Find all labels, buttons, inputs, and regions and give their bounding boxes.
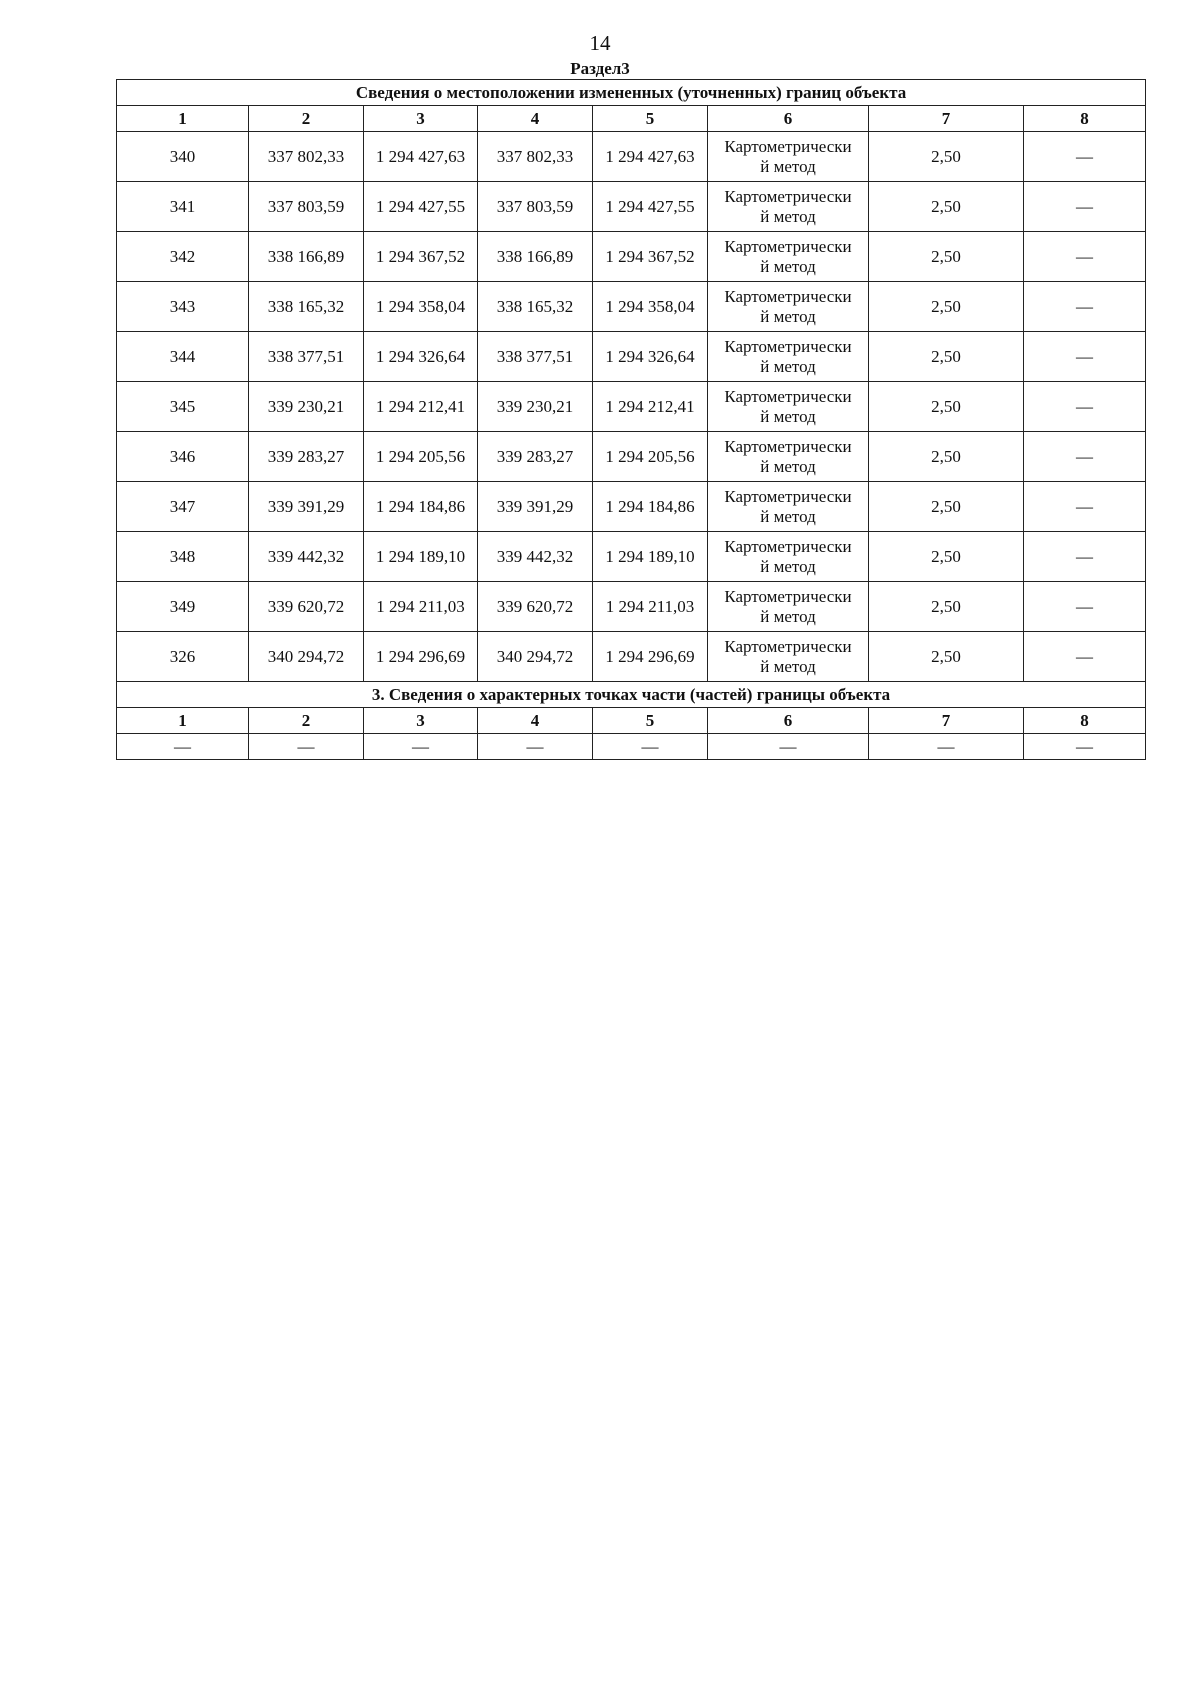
method-text-line1: Картометрически [724,536,852,556]
table2-caption: 3. Сведения о характерных точках части (частей) границы объекта [117,682,1146,708]
method-cell [708,382,869,432]
method-text-line2: й метод [760,506,816,526]
table-cell-c7: 2,50 [869,582,1024,632]
method-text-line2: й метод [760,656,816,676]
table1-caption-row [117,80,1146,106]
column-header: 5 [593,106,708,132]
table-cell-c7: 2,50 [869,482,1024,532]
method-text-line2: й метод [760,456,816,476]
table-cell-c2: 337 803,59 [249,182,364,232]
table-cell-c5: 1 294 427,63 [593,132,708,182]
table-cell-c5: 1 294 326,64 [593,332,708,382]
method-text-line1: Картометрически [724,436,852,456]
table-cell-c5: 1 294 212,41 [593,382,708,432]
table-cell-c3: 1 294 427,55 [364,182,478,232]
table2-caption-row [117,682,1146,708]
column-header: 6 [708,106,869,132]
column-header: 1 [117,106,249,132]
method-cell [708,332,869,382]
table-cell-c2: 337 802,33 [249,132,364,182]
table-cell-c8: — [1024,332,1146,382]
table-cell-c4: 339 442,32 [478,532,593,582]
table-cell-c5: 1 294 189,10 [593,532,708,582]
method-text-line1: Картометрически [724,336,852,356]
table-row [117,582,1146,632]
method-text-line2: й метод [760,256,816,276]
column-header: 4 [478,106,593,132]
method-text-line1: Картометрически [724,486,852,506]
column-header: 1 [117,708,249,734]
table-cell-c2: 339 283,27 [249,432,364,482]
table-cell-c8: — [1024,132,1146,182]
method-cell [708,532,869,582]
table-body [117,80,1146,760]
table-cell-c5: 1 294 296,69 [593,632,708,682]
table-cell-c3: 1 294 358,04 [364,282,478,332]
table-cell-c2: 340 294,72 [249,632,364,682]
method-text-line1: Картометрически [724,136,852,156]
table-cell-c1: 348 [117,532,249,582]
table-cell-c1: 340 [117,132,249,182]
method-text-line2: й метод [760,606,816,626]
empty-cell: — [117,734,249,760]
table-cell-c5: 1 294 367,52 [593,232,708,282]
column-header: 7 [869,106,1024,132]
table2-empty-row [117,734,1146,760]
method-text-line2: й метод [760,156,816,176]
table-cell-c8: — [1024,482,1146,532]
table-cell-c1: 347 [117,482,249,532]
method-text-line1: Картометрически [724,186,852,206]
table-cell-c3: 1 294 296,69 [364,632,478,682]
table-cell-c7: 2,50 [869,282,1024,332]
table-cell-c2: 338 165,32 [249,282,364,332]
table-cell-c3: 1 294 367,52 [364,232,478,282]
method-text-line1: Картометрически [724,636,852,656]
method-cell [708,182,869,232]
table1-caption: Сведения о местоположении измененных (уточненных) границ объекта [117,80,1146,106]
method-text-line2: й метод [760,206,816,226]
column-header: 6 [708,708,869,734]
table-cell-c4: 338 166,89 [478,232,593,282]
method-text-line1: Картометрически [724,586,852,606]
table-cell-c5: 1 294 427,55 [593,182,708,232]
table-cell-c2: 338 377,51 [249,332,364,382]
table-row [117,482,1146,532]
empty-cell: — [1024,734,1146,760]
table-cell-c8: — [1024,182,1146,232]
table-row [117,382,1146,432]
table-cell-c8: — [1024,232,1146,282]
table-cell-c1: 343 [117,282,249,332]
empty-cell: — [364,734,478,760]
table-cell-c3: 1 294 212,41 [364,382,478,432]
method-text-line1: Картометрически [724,386,852,406]
table-cell-c2: 338 166,89 [249,232,364,282]
table-cell-c8: — [1024,432,1146,482]
method-cell [708,282,869,332]
table-cell-c1: 345 [117,382,249,432]
table-row [117,282,1146,332]
empty-cell: — [593,734,708,760]
method-text-line1: Картометрически [724,236,852,256]
table-cell-c8: — [1024,382,1146,432]
table2-header-row [117,708,1146,734]
table-cell-c7: 2,50 [869,532,1024,582]
method-text-line1: Картометрически [724,286,852,306]
table-cell-c2: 339 391,29 [249,482,364,532]
column-header: 8 [1024,708,1146,734]
table-cell-c5: 1 294 184,86 [593,482,708,532]
table-row [117,532,1146,582]
table-cell-c8: — [1024,632,1146,682]
method-text-line2: й метод [760,356,816,376]
section-label: Раздел3 [570,59,630,78]
empty-cell: — [478,734,593,760]
table-cell-c1: 349 [117,582,249,632]
column-header: 7 [869,708,1024,734]
method-text-line2: й метод [760,556,816,576]
column-header: 3 [364,106,478,132]
table-cell-c3: 1 294 326,64 [364,332,478,382]
table-cell-c1: 344 [117,332,249,382]
table-cell-c7: 2,50 [869,182,1024,232]
table-cell-c7: 2,50 [869,132,1024,182]
table-cell-c4: 338 165,32 [478,282,593,332]
column-header: 2 [249,106,364,132]
column-header: 8 [1024,106,1146,132]
method-cell [708,632,869,682]
table-row [117,332,1146,382]
table-cell-c1: 346 [117,432,249,482]
boundary-points-table [116,79,1146,760]
table-row [117,232,1146,282]
table-cell-c7: 2,50 [869,382,1024,432]
column-header: 4 [478,708,593,734]
table-row [117,432,1146,482]
page-number: 14 [589,31,611,55]
method-cell [708,582,869,632]
method-cell [708,232,869,282]
table-cell-c4: 338 377,51 [478,332,593,382]
table-cell-c8: — [1024,582,1146,632]
column-header: 5 [593,708,708,734]
table-cell-c7: 2,50 [869,632,1024,682]
column-header: 3 [364,708,478,734]
table-cell-c3: 1 294 211,03 [364,582,478,632]
table-row [117,182,1146,232]
table-cell-c4: 340 294,72 [478,632,593,682]
table-cell-c4: 337 802,33 [478,132,593,182]
method-text-line2: й метод [760,406,816,426]
table-cell-c2: 339 442,32 [249,532,364,582]
table-cell-c4: 339 283,27 [478,432,593,482]
table-cell-c7: 2,50 [869,332,1024,382]
table-cell-c4: 337 803,59 [478,182,593,232]
method-cell [708,132,869,182]
table-cell-c4: 339 620,72 [478,582,593,632]
table-cell-c2: 339 230,21 [249,382,364,432]
table-row [117,132,1146,182]
table-cell-c1: 342 [117,232,249,282]
table-cell-c3: 1 294 184,86 [364,482,478,532]
table-cell-c5: 1 294 211,03 [593,582,708,632]
table-cell-c1: 326 [117,632,249,682]
column-header: 2 [249,708,364,734]
table-cell-c3: 1 294 205,56 [364,432,478,482]
method-cell [708,432,869,482]
empty-cell: — [708,734,869,760]
table-cell-c7: 2,50 [869,232,1024,282]
table1-header-row [117,106,1146,132]
table-cell-c5: 1 294 358,04 [593,282,708,332]
method-text-line2: й метод [760,306,816,326]
table-cell-c3: 1 294 427,63 [364,132,478,182]
table-cell-c7: 2,50 [869,432,1024,482]
table-cell-c3: 1 294 189,10 [364,532,478,582]
method-cell [708,482,869,532]
table-cell-c8: — [1024,532,1146,582]
table-row [117,632,1146,682]
table-cell-c5: 1 294 205,56 [593,432,708,482]
table-cell-c1: 341 [117,182,249,232]
table-cell-c2: 339 620,72 [249,582,364,632]
table-cell-c4: 339 230,21 [478,382,593,432]
empty-cell: — [249,734,364,760]
empty-cell: — [869,734,1024,760]
table-cell-c4: 339 391,29 [478,482,593,532]
table-cell-c8: — [1024,282,1146,332]
